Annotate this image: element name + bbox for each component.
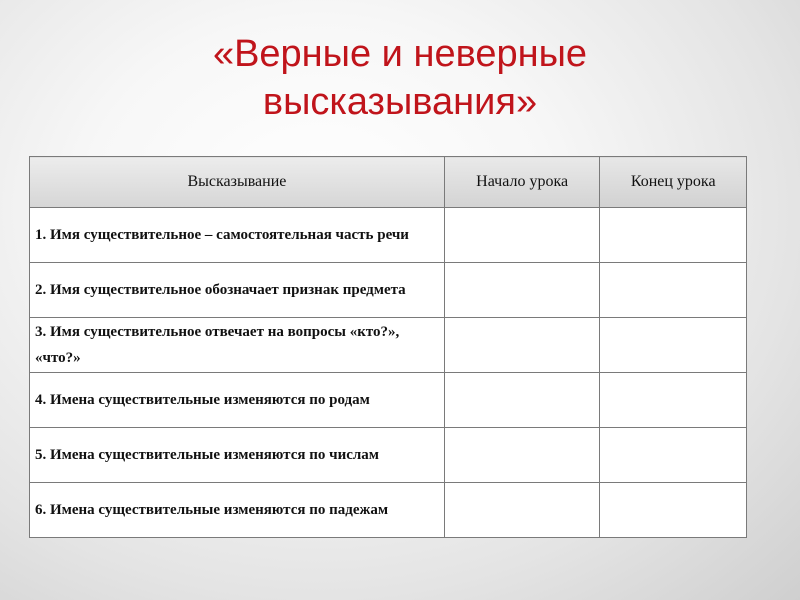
statement-cell: 4. Имена существительные изменяются по родам	[30, 373, 445, 428]
statement-cell: 2. Имя существительное обозначает признак предмета	[30, 263, 445, 318]
lesson-start-cell[interactable]	[444, 483, 600, 538]
lesson-end-cell[interactable]	[600, 483, 747, 538]
statements-table	[29, 156, 747, 538]
lesson-start-cell[interactable]	[444, 318, 600, 373]
page-title	[0, 30, 800, 126]
statement-cell: 3. Имя существительное отвечает на вопросы «кто?», «что?»	[30, 318, 445, 373]
header-statement: Высказывание	[30, 157, 445, 208]
page-title-line-1: «Верные и неверные	[212, 33, 588, 75]
lesson-start-cell[interactable]	[444, 373, 600, 428]
lesson-end-cell[interactable]	[600, 208, 747, 263]
lesson-end-cell[interactable]	[600, 428, 747, 483]
table-row	[30, 373, 747, 428]
lesson-end-cell[interactable]	[600, 318, 747, 373]
lesson-start-cell[interactable]	[444, 263, 600, 318]
lesson-start-cell[interactable]	[444, 428, 600, 483]
table-row	[30, 263, 747, 318]
statement-cell: 6. Имена существительные изменяются по падежам	[30, 483, 445, 538]
header-lesson-start: Начало урока	[444, 157, 600, 208]
lesson-end-cell[interactable]	[600, 263, 747, 318]
lesson-start-cell[interactable]	[444, 208, 600, 263]
table-row	[30, 483, 747, 538]
table-row	[30, 208, 747, 263]
table-row	[30, 428, 747, 483]
lesson-end-cell[interactable]	[600, 373, 747, 428]
page-title-line-2: высказывания»	[262, 81, 538, 123]
statement-cell: 1. Имя существительное – самостоятельная часть речи	[30, 208, 445, 263]
table-row	[30, 318, 747, 373]
statement-cell: 5. Имена существительные изменяются по числам	[30, 428, 445, 483]
header-lesson-end: Конец урока	[600, 157, 747, 208]
table-header-row	[30, 157, 747, 208]
